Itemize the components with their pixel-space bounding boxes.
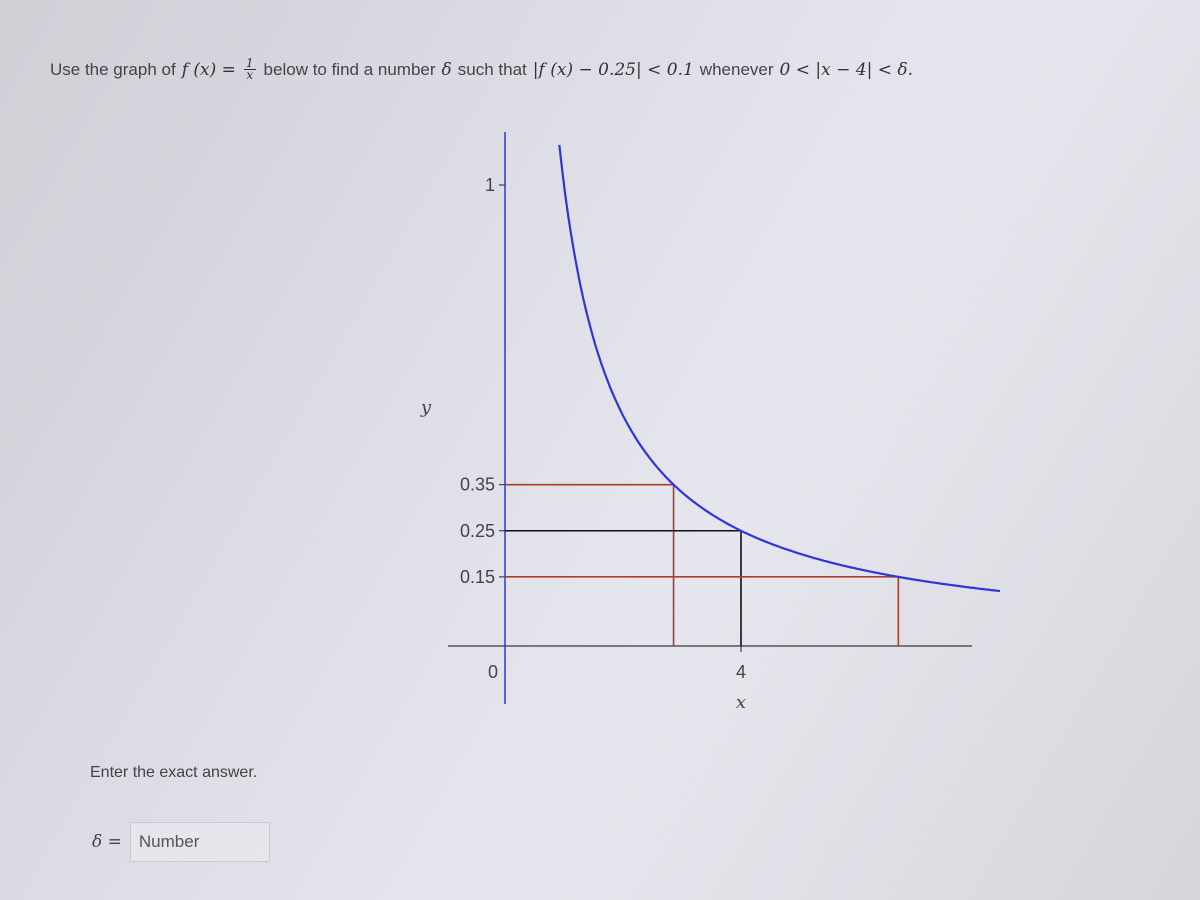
question-middle: below to find a number — [263, 59, 436, 79]
y-tick-label-1: 0.35 — [459, 474, 495, 495]
instruction-text: Enter the exact answer. — [90, 764, 258, 781]
x-tick-label-1: 4 — [735, 662, 747, 682]
fraction-denominator: x — [246, 68, 254, 82]
x-tick-label-0: 0 — [487, 662, 499, 682]
y-axis-label: y — [420, 397, 432, 418]
question-such-that: such that — [457, 59, 527, 79]
condition-expression-2: 0 < |x − 4| < δ. — [779, 59, 913, 80]
x-axis-label: x — [735, 692, 747, 713]
question-text — [50, 58, 913, 81]
fraction-numerator: 1 — [245, 56, 254, 70]
delta-symbol: δ — [441, 59, 452, 80]
delta-answer-input[interactable] — [130, 822, 270, 862]
delta-label: δ = — [92, 832, 122, 852]
function-lhs: f (x) = — [181, 59, 236, 80]
y-tick-label-0: 1 — [484, 175, 495, 195]
function-curve — [559, 145, 1000, 595]
answer-row — [92, 822, 270, 862]
question-whenever: whenever — [699, 59, 774, 79]
y-tick-label-2: 0.25 — [459, 520, 495, 541]
question-prefix: Use the graph of — [50, 59, 176, 79]
condition-expression: |f (x) − 0.25| < 0.1 — [532, 59, 694, 80]
function-fraction — [244, 58, 256, 81]
function-graph — [400, 120, 1000, 720]
y-tick-label-3: 0.15 — [459, 566, 495, 587]
